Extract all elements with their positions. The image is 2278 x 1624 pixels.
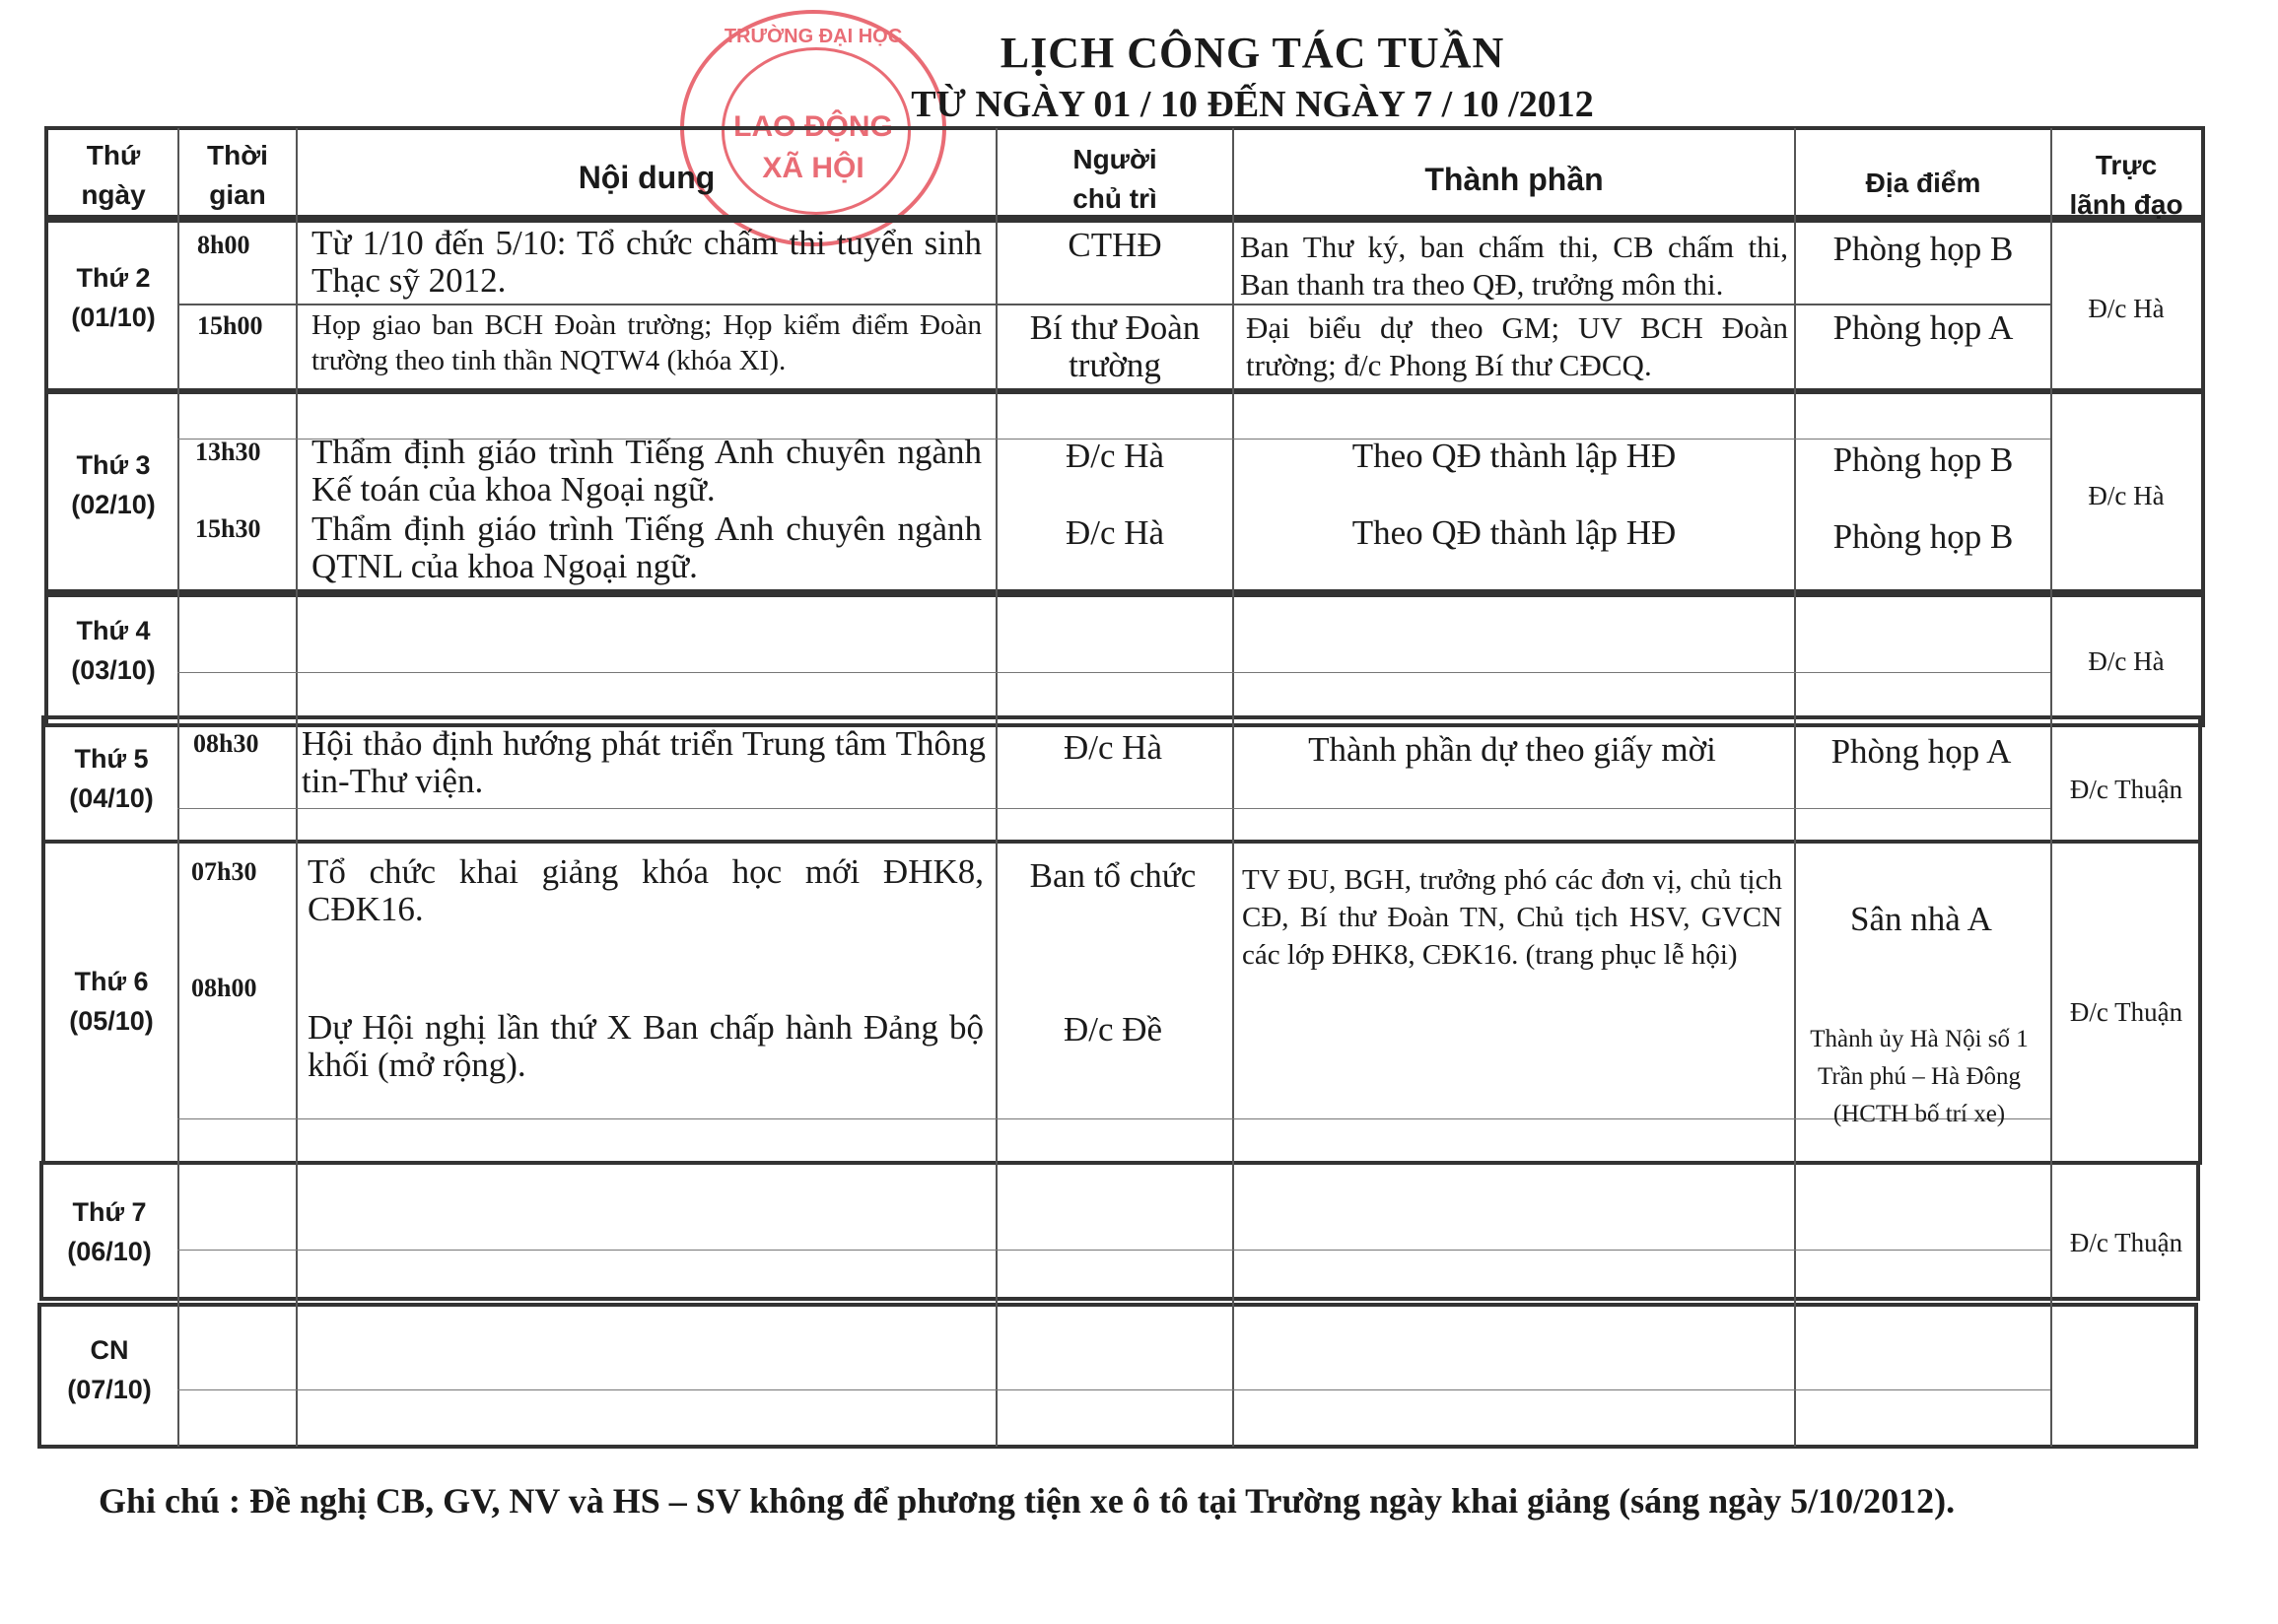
day-label: Thứ 3 (02/10) [71,450,156,519]
leader-cell: Đ/c Hà [2088,294,2165,323]
leader-cell: Đ/c Hà [2088,646,2165,676]
leader-cell: Đ/c Thuận [2069,997,2183,1027]
event-content: Từ 1/10 đến 5/10: Tổ chức chấm thi tuyển sinh Thạc sỹ 2012. [311,224,982,300]
event-location: Phòng họp B [1832,230,2014,268]
day-label: Thứ 7 (06/10) [67,1197,152,1266]
page-title: LỊCH CÔNG TÁC TUẦN [1000,29,1505,77]
page-subtitle: TỪ NGÀY 01 / 10 ĐẾN NGÀY 7 / 10 /2012 [911,84,1594,125]
event-location: Phòng họp A [1832,308,2014,347]
event-chair: Bí thư Đoàn trường [1029,308,1201,384]
event-chair: Đ/c Đề [1063,1010,1163,1049]
leader-cell: Đ/c Hà [2088,481,2165,510]
stamp-line-1: LAO ĐỘNG [733,110,893,143]
header-participants: Thành phần [1424,162,1604,197]
event-participants: TV ĐU, BGH, trưởng phó các đơn vị, chủ tịch CĐ, Bí thư Đoàn TN, Chủ tịch HSV, GVCN các lớp ĐHK8, CĐK16. (trang phục lễ hội) [1242,864,1782,971]
event-chair: Ban tổ chức [1029,856,1197,895]
header-chair: Người chủ trì [1072,144,1157,214]
event-participants: Đại biểu dự theo GM; UV BCH Đoàn trường; đ/c Phong Bí thư CĐCQ. [1246,310,1788,382]
event-chair: CTHĐ [1068,226,1162,264]
event-location: Phòng họp B [1832,517,2014,556]
event-content: Dự Hội nghị lần thứ X Ban chấp hành Đảng bộ khối (mở rộng). [308,1008,984,1084]
event-time: 08h30 [193,729,259,758]
day-label: CN (07/10) [67,1335,152,1404]
day-label: Thứ 4 (03/10) [71,616,156,685]
event-content: Thẩm định giáo trình Tiếng Anh chuyên ngành QTNL của khoa Ngoại ngữ. [311,509,982,585]
header-day: Thứ ngày [81,140,146,210]
event-location: Sân nhà A [1850,900,1992,938]
event-participants: Thành phần dự theo giấy mời [1308,730,1716,769]
stamp-line-2: XÃ HỘI [762,152,864,184]
event-time: 15h30 [195,514,261,543]
event-time: 15h00 [197,311,263,340]
day-block-sun [37,1303,2198,1449]
event-chair: Đ/c Hà [1063,728,1163,767]
leader-cell: Đ/c Thuận [2069,1228,2183,1257]
event-time: 08h00 [191,974,257,1002]
header-location: Địa điểm [1865,168,1981,198]
event-time: 8h00 [197,231,250,259]
event-time: 13h30 [195,438,261,466]
event-content: Thẩm định giáo trình Tiếng Anh chuyên ngành Kế toán của khoa Ngoại ngữ. [311,433,982,508]
leader-cell: Đ/c Thuận [2069,775,2183,804]
event-participants: Theo QĐ thành lập HĐ [1351,513,1677,552]
day-label: Thứ 6 (05/10) [69,967,154,1036]
footer-note: Ghi chú : Đề nghị CB, GV, NV và HS – SV không để phương tiện xe ô tô tại Trường ngày khai giảng (sáng ngày 5/10/2012). [99,1481,1956,1521]
event-location: Phòng họp A [1830,732,2012,771]
day-label: Thứ 2 (01/10) [71,263,156,332]
header-leader: Trực lãnh đạo [2069,150,2183,220]
event-participants: Ban Thư ký, ban chấm thi, CB chấm thi, Ban thanh tra theo QĐ, trưởng môn thi. [1240,230,1788,302]
event-chair: Đ/c Hà [1065,513,1165,552]
header-content: Nội dung [578,160,716,195]
event-time: 07h30 [191,857,257,886]
day-label: Thứ 5 (04/10) [69,744,154,813]
day-block-sat [39,1161,2200,1301]
event-content: Họp giao ban BCH Đoàn trường; Họp kiểm điểm Đoàn trường theo tinh thần NQTW4 (khóa XI). [311,309,982,376]
event-participants: Theo QĐ thành lập HĐ [1351,437,1677,475]
header-time: Thời gian [207,140,268,210]
event-location: Phòng họp B [1832,440,2014,479]
stamp-ring-text: TRƯỜNG ĐẠI HỌC [724,26,903,47]
event-content: Hội thảo định hướng phát triển Trung tâm Thông tin-Thư viện. [302,724,986,800]
event-location: Thành ủy Hà Nội số 1 Trần phú – Hà Đông (HCTH bố trí xe) [1810,1026,2029,1127]
day-block-wed [44,589,2205,727]
event-content: Tổ chức khai giảng khóa học mới ĐHK8, CĐK16. [308,852,984,928]
event-chair: Đ/c Hà [1065,437,1165,475]
